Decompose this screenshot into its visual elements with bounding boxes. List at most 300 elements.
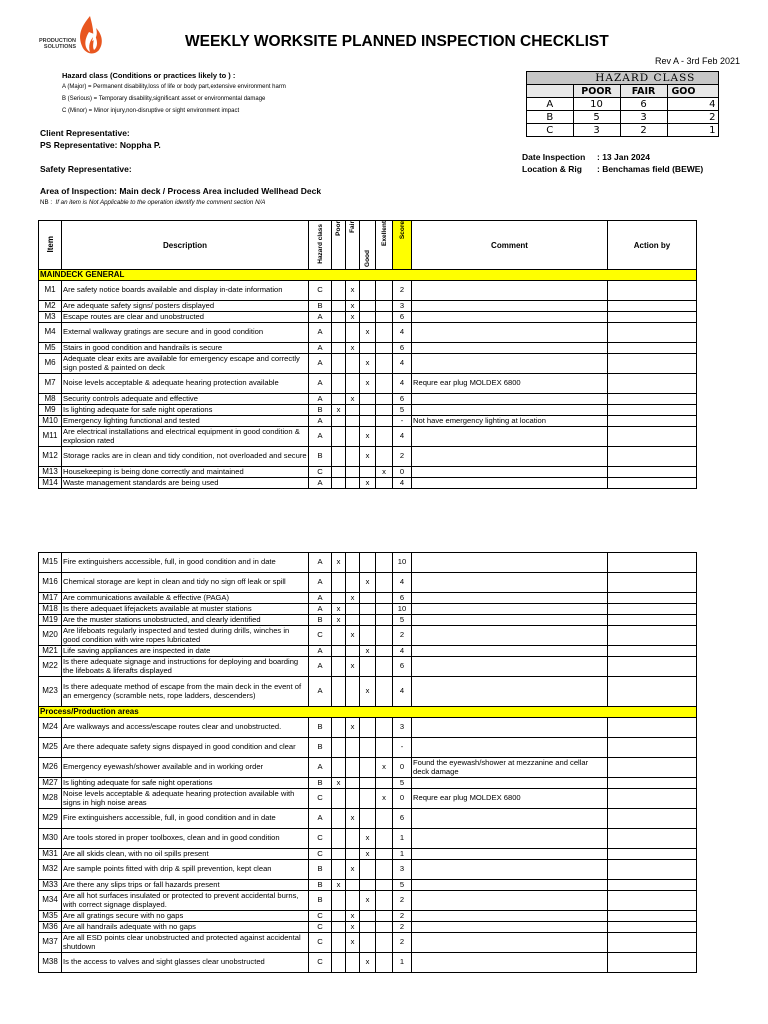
hazard-class-value: A (309, 809, 332, 829)
item-description: Is lighting adequate for safe night operations (62, 405, 309, 416)
item-id: M33 (39, 880, 62, 891)
good-mark (360, 343, 376, 354)
item-description: Storage racks are in clean and tidy condition, not overloaded and secure (62, 447, 309, 467)
score-value: 2 (393, 911, 412, 922)
hazard-value: 4 (667, 98, 718, 111)
comment-text (412, 593, 608, 604)
poor-mark (332, 478, 346, 489)
item-id: M10 (39, 416, 62, 427)
score-value: 10 (393, 604, 412, 615)
comment-text (412, 922, 608, 933)
item-id: M17 (39, 593, 62, 604)
action-by-cell (608, 447, 697, 467)
hazard-legend-heading: Hazard class (Conditions or practices likely to ) : (62, 71, 236, 80)
table-row (39, 416, 697, 427)
table-row (39, 677, 697, 707)
item-description: External walkway gratings are secure and in good condition (62, 323, 309, 343)
item-description: Fire extinguishers accessible, full, in good condition and in date (62, 553, 309, 573)
table-row (39, 604, 697, 615)
hazard-class-value: C (309, 281, 332, 301)
fair-mark: x (346, 718, 360, 738)
item-description: Are walkways and access/escape routes clear and unobstructed. (62, 718, 309, 738)
good-mark (360, 615, 376, 626)
section-header-row (39, 270, 697, 281)
item-id: M25 (39, 738, 62, 758)
hazard-class-value: A (309, 646, 332, 657)
fair-mark (346, 323, 360, 343)
item-id: M15 (39, 553, 62, 573)
hazard-class-value: B (309, 778, 332, 789)
item-id: M16 (39, 573, 62, 593)
hazard-class-value: A (309, 604, 332, 615)
action-by-cell (608, 615, 697, 626)
poor-mark (332, 953, 346, 973)
action-by-cell (608, 849, 697, 860)
score-value: 2 (393, 922, 412, 933)
excellent-mark: x (376, 467, 393, 478)
table-row (39, 447, 697, 467)
col-item: Item (39, 221, 62, 270)
excellent-mark (376, 394, 393, 405)
col-score: Score (393, 221, 412, 270)
table-row (39, 281, 697, 301)
comment-text (412, 281, 608, 301)
item-id: M24 (39, 718, 62, 738)
excellent-mark (376, 880, 393, 891)
comment-text (412, 394, 608, 405)
fair-mark (346, 891, 360, 911)
good-mark (360, 809, 376, 829)
hazard-class-value: B (309, 405, 332, 416)
hazard-class-value: A (309, 427, 332, 447)
score-value: 6 (393, 312, 412, 323)
item-description: Chemical storage are kept in clean and tidy no sign off leak or spill (62, 573, 309, 593)
item-description: Security controls adequate and effective (62, 394, 309, 405)
hazard-col-poor: POOR (573, 85, 620, 98)
item-id: M32 (39, 860, 62, 880)
poor-mark: x (332, 604, 346, 615)
date-inspection (522, 152, 650, 162)
comment-text (412, 343, 608, 354)
col-action: Action by (608, 221, 697, 270)
item-id: M30 (39, 829, 62, 849)
score-value: 1 (393, 829, 412, 849)
table-row (39, 829, 697, 849)
comment-text (412, 809, 608, 829)
item-id: M1 (39, 281, 62, 301)
score-value: 4 (393, 374, 412, 394)
score-value: 10 (393, 553, 412, 573)
hazard-row-b (527, 111, 719, 124)
poor-mark (332, 718, 346, 738)
table-row (39, 646, 697, 657)
action-by-cell (608, 922, 697, 933)
fair-mark: x (346, 860, 360, 880)
good-mark: x (360, 829, 376, 849)
action-by-cell (608, 427, 697, 447)
item-id: M37 (39, 933, 62, 953)
comment-text (412, 829, 608, 849)
score-value: 5 (393, 778, 412, 789)
fair-mark (346, 738, 360, 758)
excellent-mark (376, 343, 393, 354)
comment-text (412, 911, 608, 922)
comment-text (412, 860, 608, 880)
fair-mark (346, 427, 360, 447)
col-poor: Poor (332, 221, 346, 270)
item-description: Escape routes are clear and unobstructed (62, 312, 309, 323)
comment-text (412, 427, 608, 447)
table-row (39, 343, 697, 354)
poor-mark (332, 738, 346, 758)
company-logo (32, 14, 107, 60)
score-value: 2 (393, 933, 412, 953)
ps-rep-label: PS Representative: Noppha P. (40, 140, 161, 150)
poor-mark (332, 374, 346, 394)
item-id: M23 (39, 677, 62, 707)
action-by-cell (608, 343, 697, 354)
good-mark (360, 312, 376, 323)
item-description: Are tools stored in proper toolboxes, clean and in good condition (62, 829, 309, 849)
item-id: M7 (39, 374, 62, 394)
hazard-class-value: C (309, 829, 332, 849)
table-row (39, 860, 697, 880)
fair-mark (346, 829, 360, 849)
section-header-row (39, 707, 697, 718)
table-row (39, 809, 697, 829)
item-description: Are lifeboats regularly inspected and tested during drills, winches in good condition with wire ropes lubricated (62, 626, 309, 646)
good-mark: x (360, 849, 376, 860)
action-by-cell (608, 657, 697, 677)
item-description: Fire extinguishers accessible, full, in good condition and in date (62, 809, 309, 829)
item-id: M20 (39, 626, 62, 646)
action-by-cell (608, 789, 697, 809)
logo-text-1: PRODUCTION (39, 38, 76, 44)
action-by-cell (608, 593, 697, 604)
score-value: 0 (393, 467, 412, 478)
poor-mark (332, 323, 346, 343)
item-description: Emergency lighting functional and tested (62, 416, 309, 427)
excellent-mark (376, 354, 393, 374)
excellent-mark (376, 604, 393, 615)
hazard-class-value: C (309, 789, 332, 809)
good-mark (360, 718, 376, 738)
comment-text (412, 312, 608, 323)
item-description: Are safety notice boards available and display in-date information (62, 281, 309, 301)
item-description: Is there adequaet lifejackets available at muster stations (62, 604, 309, 615)
good-mark (360, 911, 376, 922)
poor-mark (332, 573, 346, 593)
date-label: Date Inspection (522, 152, 586, 162)
action-by-cell (608, 933, 697, 953)
table-row (39, 953, 697, 973)
hazard-class-value: C (309, 467, 332, 478)
item-id: M5 (39, 343, 62, 354)
poor-mark (332, 394, 346, 405)
hazard-class-b: B (527, 111, 574, 124)
item-description: Noise levels acceptable & adequate hearing protection available with signs in high noise areas (62, 789, 309, 809)
good-mark (360, 758, 376, 778)
action-by-cell (608, 880, 697, 891)
hazard-value: 1 (667, 124, 718, 137)
good-mark (360, 553, 376, 573)
poor-mark (332, 789, 346, 809)
good-mark (360, 738, 376, 758)
action-by-cell (608, 677, 697, 707)
item-description: Are electrical installations and electrical equipment in good condition & explosion rated (62, 427, 309, 447)
hazard-class-value: C (309, 911, 332, 922)
section-title: Process/Production areas (39, 707, 697, 718)
col-comment: Comment (412, 221, 608, 270)
table-row (39, 427, 697, 447)
comment-text (412, 677, 608, 707)
item-description: Waste management standards are being used (62, 478, 309, 489)
hazard-legend-a: A (Major) = Permanent disability,loss of life or body part,extensive environment harm (62, 84, 286, 90)
table-row (39, 789, 697, 809)
table-row (39, 374, 697, 394)
hazard-class-value: A (309, 677, 332, 707)
item-description: Life saving appliances are inspected in date (62, 646, 309, 657)
table-row (39, 718, 697, 738)
hazard-class-value: A (309, 573, 332, 593)
score-value: 3 (393, 860, 412, 880)
item-description: Are all handrails adequate with no gaps (62, 922, 309, 933)
revision-label: Rev A - 3rd Feb 2021 (655, 56, 741, 66)
comment-text (412, 604, 608, 615)
fair-mark (346, 604, 360, 615)
poor-mark (332, 860, 346, 880)
item-description: Are all skids clean, with no oil spills present (62, 849, 309, 860)
item-description: Adequate clear exits are available for emergency escape and correctly sign posted & painted on deck (62, 354, 309, 374)
item-description: Are adequate safety signs/ posters displayed (62, 301, 309, 312)
poor-mark (332, 911, 346, 922)
hazard-value: 10 (573, 98, 620, 111)
poor-mark: x (332, 553, 346, 573)
excellent-mark (376, 657, 393, 677)
fair-mark: x (346, 626, 360, 646)
action-by-cell (608, 467, 697, 478)
hazard-class-value: C (309, 922, 332, 933)
action-by-cell (608, 809, 697, 829)
action-by-cell (608, 374, 697, 394)
comment-text (412, 615, 608, 626)
item-id: M11 (39, 427, 62, 447)
fair-mark (346, 880, 360, 891)
item-id: M2 (39, 301, 62, 312)
score-value: - (393, 416, 412, 427)
table-row (39, 849, 697, 860)
score-value: 0 (393, 789, 412, 809)
fair-mark: x (346, 343, 360, 354)
hazard-value: 2 (620, 124, 667, 137)
item-description: Are there adequate safety signs dispayed in good condition and clear (62, 738, 309, 758)
fair-mark: x (346, 301, 360, 312)
action-by-cell (608, 758, 697, 778)
excellent-mark (376, 281, 393, 301)
table-header-row (39, 221, 697, 270)
page-title: WEEKLY WORKSITE PLANNED INSPECTION CHECKLIST (185, 33, 609, 50)
score-value: 4 (393, 646, 412, 657)
item-id: M4 (39, 323, 62, 343)
excellent-mark (376, 922, 393, 933)
action-by-cell (608, 354, 697, 374)
item-id: M38 (39, 953, 62, 973)
item-id: M34 (39, 891, 62, 911)
good-mark: x (360, 891, 376, 911)
col-hazard: Hazard class (309, 221, 332, 270)
hazard-row-c (527, 124, 719, 137)
good-mark (360, 860, 376, 880)
excellent-mark (376, 447, 393, 467)
good-mark: x (360, 646, 376, 657)
hazard-class-value: B (309, 615, 332, 626)
comment-text (412, 573, 608, 593)
excellent-mark (376, 933, 393, 953)
score-value: 4 (393, 677, 412, 707)
fair-mark (346, 467, 360, 478)
excellent-mark (376, 626, 393, 646)
comment-text (412, 933, 608, 953)
good-mark (360, 405, 376, 416)
poor-mark (332, 829, 346, 849)
hazard-class-value: B (309, 718, 332, 738)
hazard-class-c: C (527, 124, 574, 137)
good-mark: x (360, 374, 376, 394)
hazard-class-value: C (309, 953, 332, 973)
poor-mark (332, 809, 346, 829)
hazard-class-blank (527, 85, 574, 98)
nb-label: NB : (40, 199, 53, 206)
hazard-class-value: A (309, 478, 332, 489)
table-row (39, 394, 697, 405)
item-description: Is lighting adequate for safe night operations (62, 778, 309, 789)
score-value: 6 (393, 394, 412, 405)
fair-mark (346, 778, 360, 789)
good-mark (360, 394, 376, 405)
item-description: Noise levels acceptable & adequate hearing protection available (62, 374, 309, 394)
poor-mark (332, 354, 346, 374)
hazard-class-value: B (309, 880, 332, 891)
fair-mark (346, 953, 360, 973)
excellent-mark (376, 738, 393, 758)
excellent-mark (376, 677, 393, 707)
excellent-mark (376, 593, 393, 604)
hazard-class-a: A (527, 98, 574, 111)
comment-text: Requre ear plug MOLDEX 6800 (412, 789, 608, 809)
table-row (39, 626, 697, 646)
item-id: M29 (39, 809, 62, 829)
fair-mark: x (346, 281, 360, 301)
comment-text (412, 467, 608, 478)
good-mark (360, 657, 376, 677)
comment-text (412, 849, 608, 860)
fair-mark (346, 646, 360, 657)
fair-mark (346, 553, 360, 573)
item-id: M6 (39, 354, 62, 374)
item-id: M26 (39, 758, 62, 778)
hazard-class-value: A (309, 354, 332, 374)
action-by-cell (608, 604, 697, 615)
table-row (39, 615, 697, 626)
item-id: M31 (39, 849, 62, 860)
score-value: 2 (393, 447, 412, 467)
flame-icon (32, 14, 107, 60)
fair-mark: x (346, 394, 360, 405)
excellent-mark (376, 301, 393, 312)
fair-mark (346, 447, 360, 467)
nb-note (40, 199, 265, 206)
poor-mark (332, 312, 346, 323)
table-row (39, 922, 697, 933)
fair-mark (346, 405, 360, 416)
comment-text (412, 738, 608, 758)
poor-mark (332, 343, 346, 354)
area-label: Area of Inspection: Main deck / Process Area included Wellhead Deck (40, 186, 322, 196)
fair-mark: x (346, 933, 360, 953)
hazard-value: 3 (573, 124, 620, 137)
action-by-cell (608, 416, 697, 427)
col-fair: Fair (346, 221, 360, 270)
score-value: - (393, 738, 412, 758)
good-mark (360, 626, 376, 646)
fair-mark: x (346, 809, 360, 829)
nb-text: If an item is Not Applicable to the operation identify the comment section N/A (55, 199, 266, 206)
item-description: Is there adequate method of escape from the main deck in the event of an emergency (scramble nets, rope ladders, descenders) (62, 677, 309, 707)
col-good: Good (360, 221, 376, 270)
score-value: 3 (393, 718, 412, 738)
item-description: Emergency eyewash/shower available and in working order (62, 758, 309, 778)
poor-mark (332, 281, 346, 301)
excellent-mark (376, 416, 393, 427)
fair-mark (346, 789, 360, 809)
comment-text (412, 354, 608, 374)
action-by-cell (608, 953, 697, 973)
fair-mark: x (346, 312, 360, 323)
table-row (39, 405, 697, 416)
score-value: 2 (393, 281, 412, 301)
poor-mark (332, 626, 346, 646)
hazard-legend-c: C (Minor) = Minor injury,non-disruptive or sight environment impact (62, 108, 240, 114)
fair-mark (346, 677, 360, 707)
fair-mark (346, 758, 360, 778)
hazard-class-value: A (309, 657, 332, 677)
excellent-mark (376, 405, 393, 416)
table-row (39, 891, 697, 911)
fair-mark: x (346, 593, 360, 604)
item-description: Is there adequate signage and instructions for deploying and boarding the lifeboats & liferafts displayed (62, 657, 309, 677)
hazard-class-corner (527, 72, 574, 85)
hazard-class-value: B (309, 860, 332, 880)
col-excellent: Exellent (376, 221, 393, 270)
hazard-class-value: A (309, 416, 332, 427)
excellent-mark (376, 323, 393, 343)
good-mark (360, 467, 376, 478)
section-title: MAINDECK GENERAL (39, 270, 697, 281)
location-rig (522, 164, 704, 174)
hazard-class-value: A (309, 394, 332, 405)
fair-mark: x (346, 922, 360, 933)
good-mark (360, 416, 376, 427)
table-row (39, 573, 697, 593)
hazard-class-value: A (309, 374, 332, 394)
item-description: Is the access to valves and sight glasses clear unobstructed (62, 953, 309, 973)
comment-text (412, 718, 608, 738)
table-row (39, 312, 697, 323)
fair-mark (346, 573, 360, 593)
good-mark: x (360, 677, 376, 707)
excellent-mark (376, 374, 393, 394)
location-value: : Benchamas field (BEWE) (597, 164, 704, 174)
